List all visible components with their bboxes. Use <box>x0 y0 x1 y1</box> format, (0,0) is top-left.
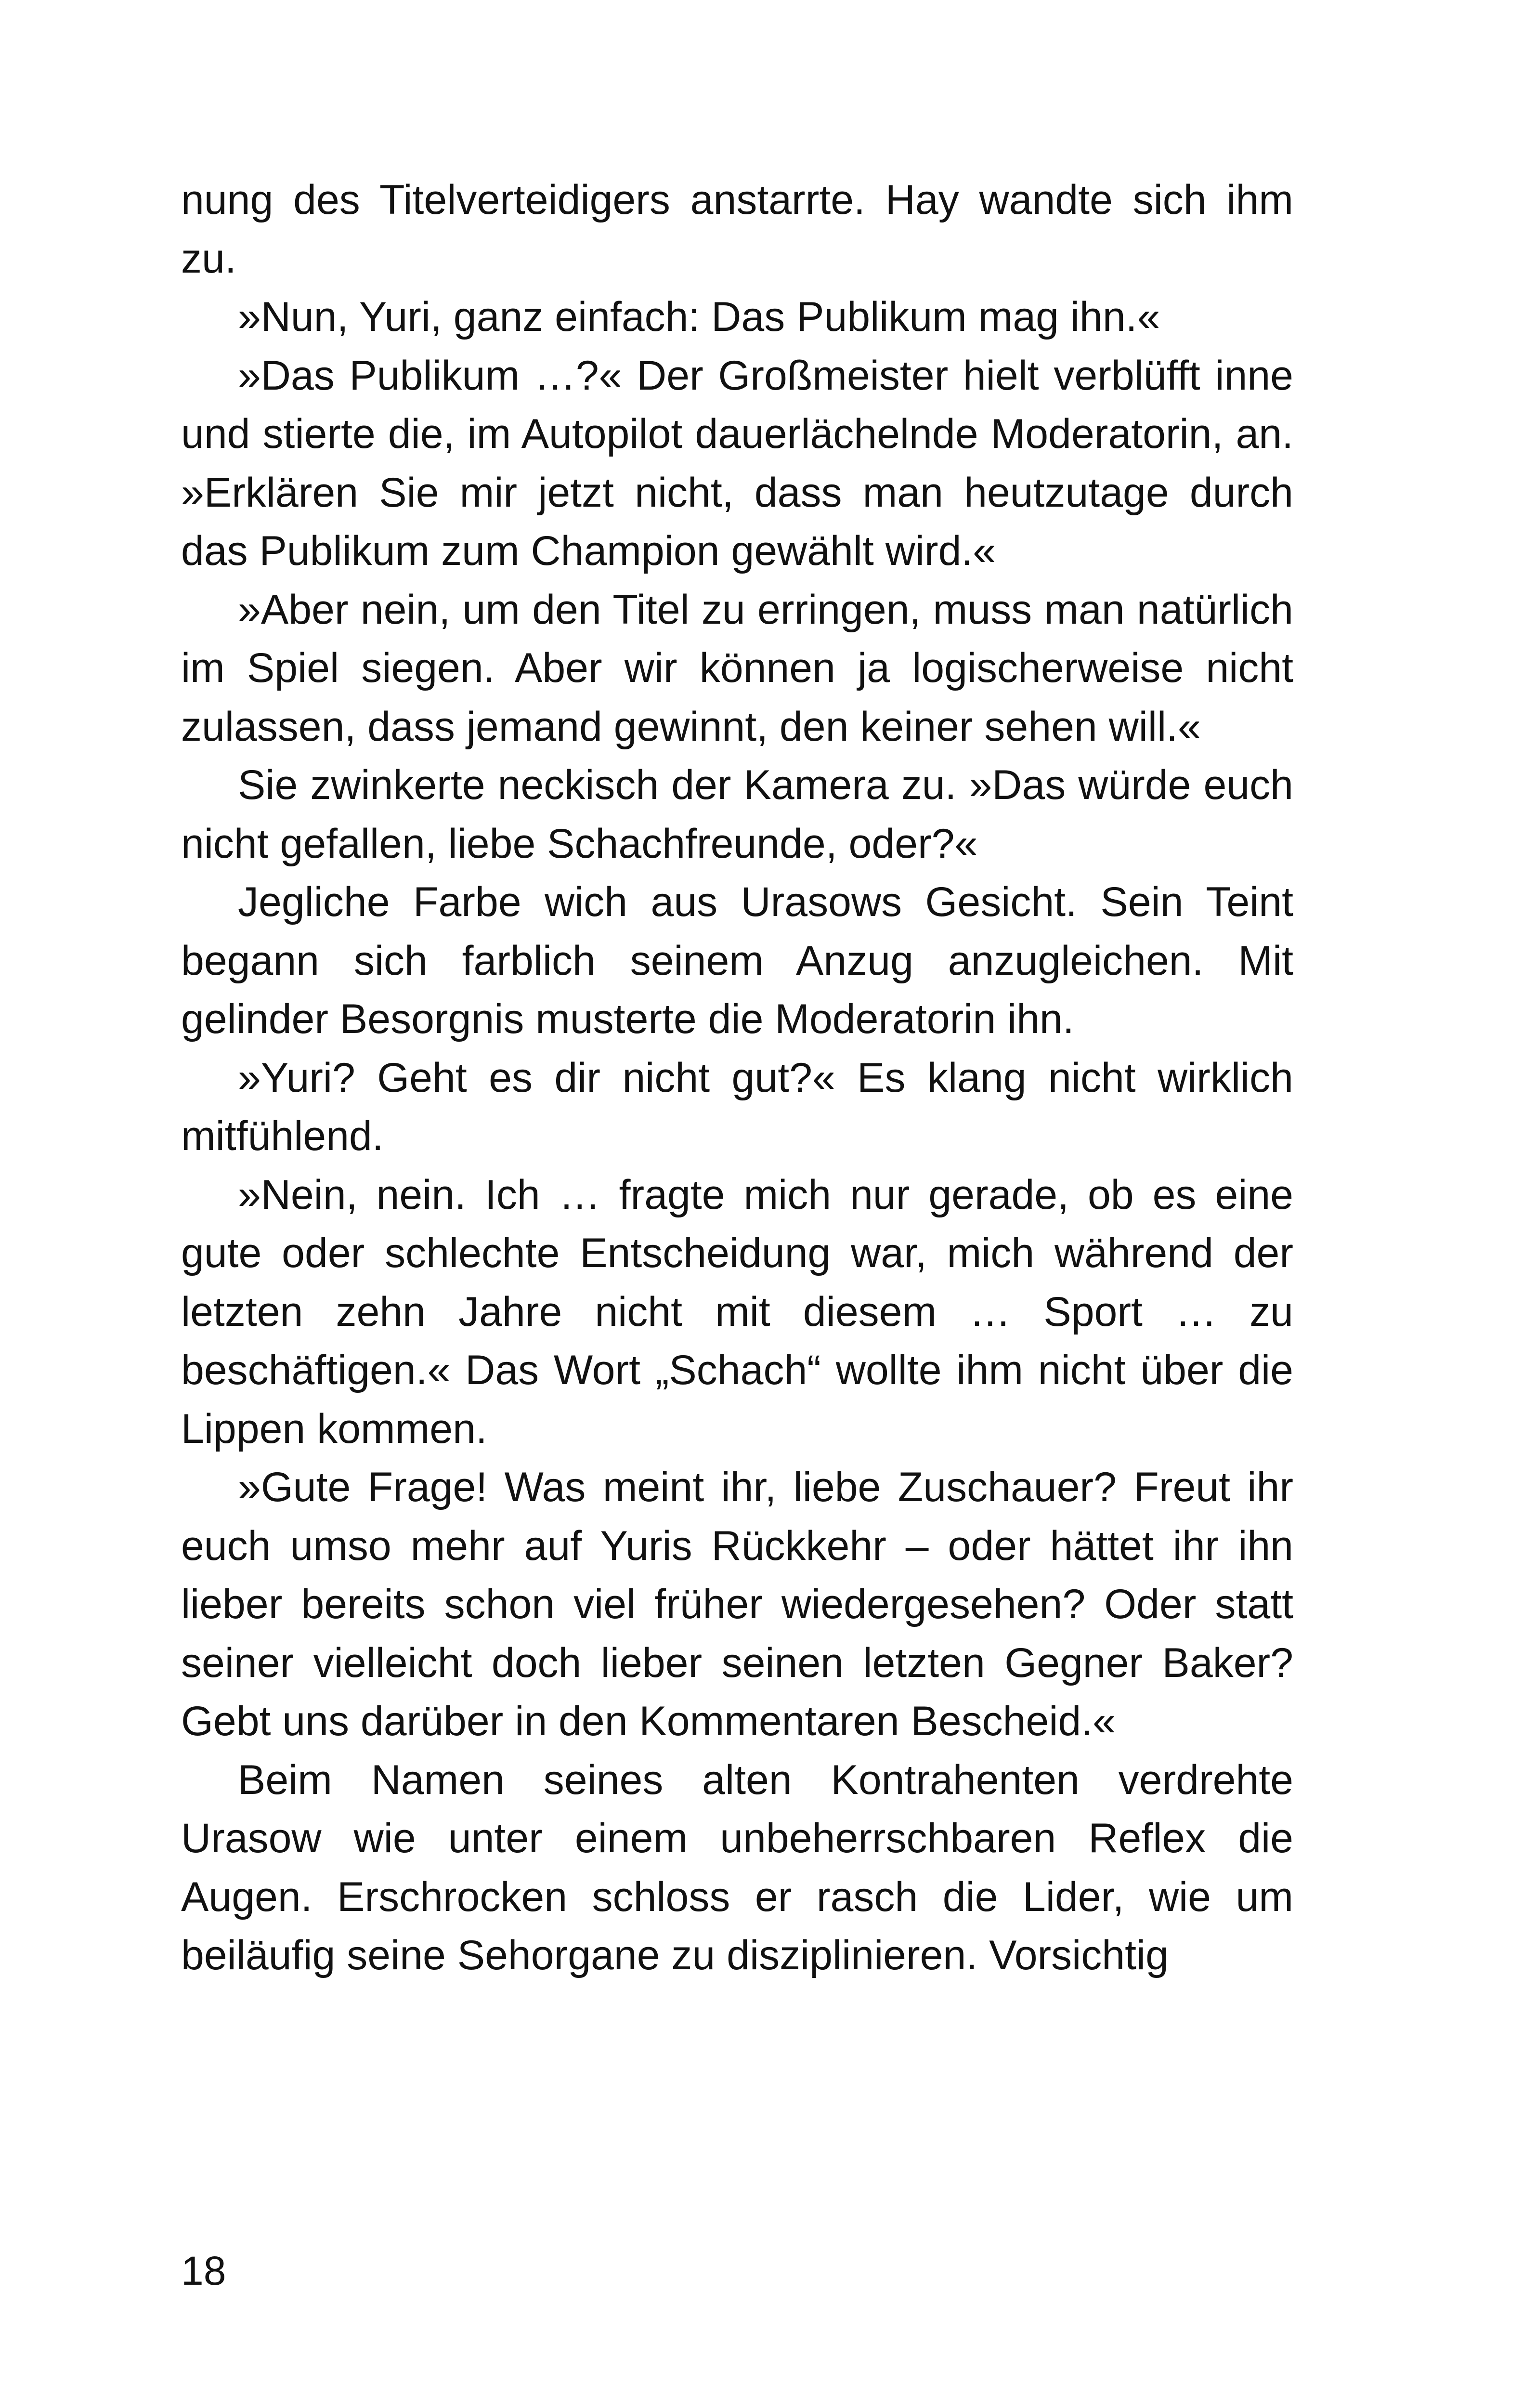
paragraph-9: »Gute Frage! Was meint ihr, liebe Zuschauer? Freut ihr euch umso mehr auf Yuris Rückkehr – oder hättet ihr ihn lieber bereits schon viel früher wiedergesehen? Oder statt seiner vielleicht doch lieber seinen letzten Gegner Baker? Gebt uns darüber in den Kommentaren Bescheid.« <box>181 1464 1293 1744</box>
paragraph-8: »Nein, nein. Ich … fragte mich nur gerade, ob es eine gute oder schlechte Entscheidung war, mich während der letzten zehn Jahre nicht mit diesem … Sport … zu beschäftigen.« Das Wort „Schach“ wollte ihm nicht über die Lippen kommen. <box>181 1171 1293 1452</box>
paragraph-1: nung des Titelverteidigers anstarrte. Hay wandte sich ihm zu. <box>181 177 1293 282</box>
paragraph-3: »Das Publikum …?« Der Großmeister hielt verblüfft inne und stierte die, im Autopilot dauerlächelnde Moderatorin, an. »Erklären Sie mir jetzt nicht, dass man heutzutage durch das Publikum zum Champion gewählt wird.« <box>181 352 1293 574</box>
paragraph-2: »Nun, Yuri, ganz einfach: Das Publikum mag ihn.« <box>238 294 1160 340</box>
paragraph-7: »Yuri? Geht es dir nicht gut?« Es klang nicht wirklich mitfühlend. <box>181 1054 1293 1159</box>
paragraph-6: Jegliche Farbe wich aus Urasows Gesicht. Sein Teint begann sich farblich seinem Anzug anzugleichen. Mit gelinder Besorgnis musterte die Moderatorin ihn. <box>181 879 1293 1042</box>
paragraph-10: Beim Namen seines alten Kontrahenten verdrehte Urasow wie unter einem unbeherrschbaren Reflex die Augen. Erschrocken schloss er rasch die Lider, wie um beiläufig seine Sehorgane zu disziplinieren. Vorsichtig <box>181 1756 1293 1978</box>
page-number: 18 <box>181 2248 226 2293</box>
paragraph-4: »Aber nein, um den Titel zu erringen, muss man natürlich im Spiel siegen. Aber wir können ja logischerweise nicht zulassen, dass jemand gewinnt, den keiner sehen will.« <box>181 586 1293 750</box>
paragraph-5: Sie zwinkerte neckisch der Kamera zu. »Das würde euch nicht gefallen, liebe Schachfreunde, oder?« <box>181 762 1293 867</box>
body-text <box>181 171 1293 1985</box>
